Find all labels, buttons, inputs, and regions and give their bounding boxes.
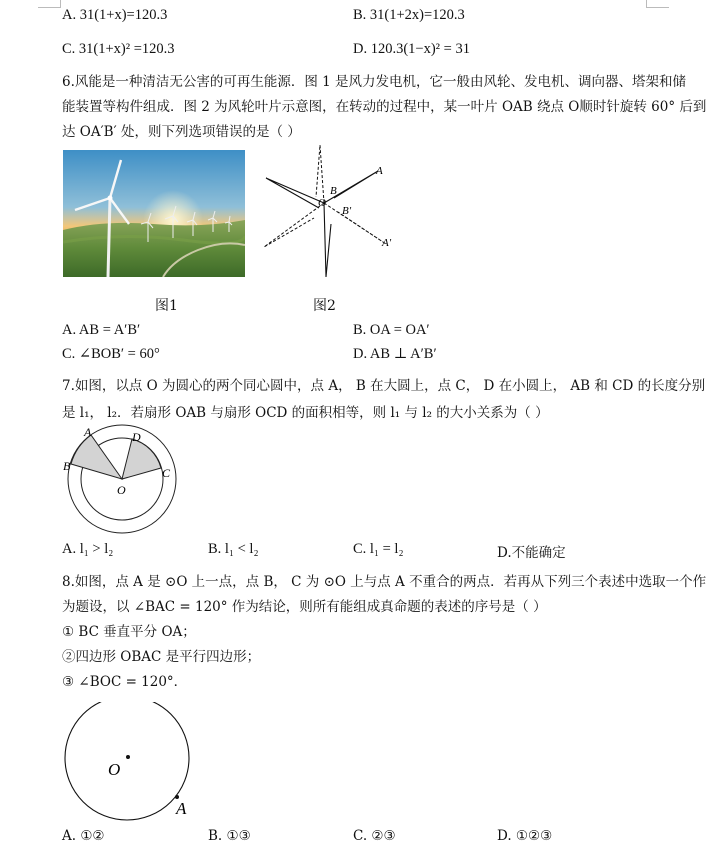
- q6-stem-line3: 达 OA′B′ 处，则下列选项错误的是（ ）: [62, 124, 301, 140]
- fig7-label-o: O: [117, 483, 126, 497]
- q8-statement-3: ③ ∠BOC = 120°．: [62, 674, 188, 690]
- q8-option-d[interactable]: D. ①②③: [497, 828, 553, 844]
- q5-option-b[interactable]: B. 31(1+2x)=120.3: [353, 7, 465, 23]
- q6-option-b[interactable]: B. OA = OA′: [353, 322, 430, 338]
- q6-stem-line2: 能装置等构件组成．图 2 为风轮叶片示意图，在转动的过程中，某一叶片 OAB 绕点 O顺时针旋转 60° 后到: [62, 99, 707, 115]
- q7-stem-line2: 是 l₁， l₂．若扇形 OAB 与扇形 OCD 的面积相等，则 l₁ 与 l₂ 的大小关系为（ ）: [62, 405, 549, 421]
- q8-stem-line2: 为题设，以 ∠BAC = 120° 作为结论，则所有能组成真命题的表述的序号是（ ）: [62, 599, 547, 615]
- q8-statement-1: ① BC 垂直平分 OA；: [62, 624, 196, 640]
- corner-mark-right: [646, 0, 669, 8]
- corner-mark-left: [38, 0, 61, 8]
- fig2-label-a-prime: A′: [382, 237, 392, 249]
- q5-option-c[interactable]: C. 31(1+x)² =120.3: [62, 41, 175, 57]
- fig2-label-o: O: [318, 197, 326, 209]
- blade-rotation-diagram: [258, 140, 408, 282]
- fig2-label-a: A: [376, 165, 383, 177]
- wind-turbine-photo: [63, 150, 245, 277]
- fig2-label-b-prime: B′: [342, 205, 352, 217]
- q6-stem-line1: 6.风能是一种清洁无公害的可再生能源．图 1 是风力发电机，它一般由风轮、发电机、调向器、塔架和储: [62, 74, 687, 90]
- circle-o-diagram: [62, 702, 197, 822]
- q7-option-a[interactable]: A. l₁ > l₂: [62, 541, 114, 557]
- fig2-caption: 图2: [313, 298, 336, 314]
- fig7-label-a: A: [84, 425, 92, 439]
- fig1-caption: 图1: [155, 298, 178, 314]
- q7-option-d[interactable]: D.不能确定: [497, 545, 566, 561]
- q8-statement-2: ②四边形 OBAC 是平行四边形；: [62, 649, 261, 665]
- fig8-label-o: O: [108, 760, 121, 779]
- fig2-label-b: B: [330, 185, 337, 197]
- concentric-circles-diagram: [60, 422, 185, 534]
- q8-option-b[interactable]: B. ①③: [208, 828, 251, 844]
- q7-stem-line1: 7.如图，以点 O 为圆心的两个同心圆中，点 A， B 在大圆上，点 C， D 在小圆上， AB 和 CD 的长度分别: [62, 378, 706, 394]
- fig7-label-c: C: [162, 466, 171, 480]
- q7-option-c[interactable]: C. l₁ = l₂: [353, 541, 404, 557]
- q5-option-a[interactable]: A. 31(1+x)=120.3: [62, 7, 168, 23]
- q7-option-b[interactable]: B. l₁ < l₂: [208, 541, 259, 557]
- q8-option-c[interactable]: C. ②③: [353, 828, 396, 844]
- q6-option-a[interactable]: A. AB = A′B′: [62, 322, 141, 338]
- q6-option-c[interactable]: C. ∠BOB′ = 60°: [62, 346, 160, 362]
- q5-option-d[interactable]: D. 120.3(1−x)² = 31: [353, 41, 470, 57]
- fig7-label-b: B: [63, 459, 71, 473]
- q8-option-a[interactable]: A. ①②: [62, 828, 105, 844]
- q8-stem-line1: 8.如图，点 A 是 ⊙O 上一点，点 B， C 为 ⊙O 上与点 A 不重合的两点．若再从下列三个表述中选取一个作: [62, 574, 707, 590]
- q6-option-d[interactable]: D. AB ⊥ A′B′: [353, 346, 437, 362]
- fig8-label-a: A: [176, 799, 187, 818]
- fig7-label-d: D: [132, 430, 141, 444]
